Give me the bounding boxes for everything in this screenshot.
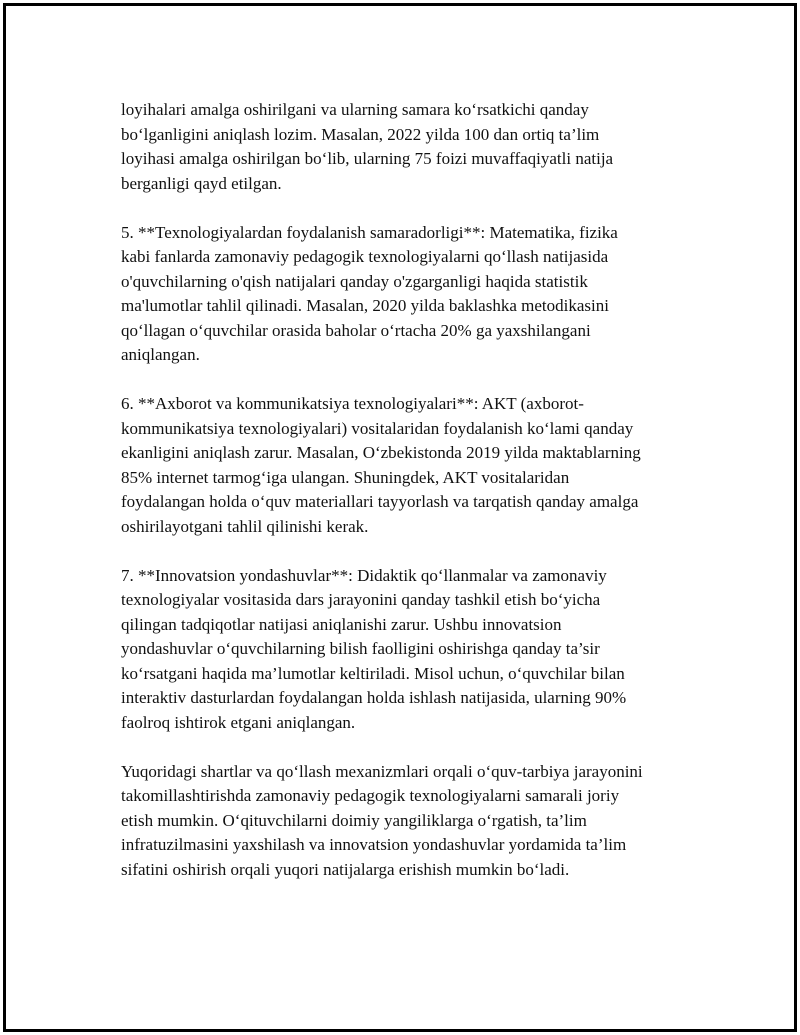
text-line: qilingan tadqiqotlar natijasi aniqlanishi zarur. Ushbu innovatsion bbox=[121, 614, 562, 634]
text-line: Yuqoridagi shartlar va qo‘llash mexanizmlari orqali o‘quv-tarbiya jarayonini bbox=[121, 761, 643, 781]
text-line: loyihalari amalga oshirilgani va ularning samara ko‘rsatkichi qanday bbox=[121, 100, 589, 119]
text-line: sifatini oshirish orqali yuqori natijalarga erishish mumkin bo‘ladi. bbox=[121, 859, 570, 879]
paragraph-item-7 bbox=[121, 564, 701, 736]
text-line: etish mumkin. O‘qituvchilarni doimiy yangiliklarga o‘rgatish, ta’lim bbox=[121, 810, 587, 830]
text-line: 5. **Texnologiyalardan foydalanish samaradorligi**: Matematika, fizika bbox=[121, 222, 618, 242]
text-line: aniqlangan. bbox=[121, 345, 200, 364]
text-line: infratuzilmasini yaxshilash va innovatsion yondashuvlar yordamida ta’lim bbox=[121, 835, 627, 854]
text-line: qo‘llagan o‘quvchilar orasida baholar o‘rtacha 20% ga yaxshilangani bbox=[121, 320, 591, 340]
text-line: kommunikatsiya texnologiyalari) vositalaridan foydalanish ko‘lami qanday bbox=[121, 418, 634, 438]
document-body bbox=[121, 98, 701, 907]
paragraph-conclusion bbox=[121, 760, 701, 883]
text-line: o'quvchilarning o'qish natijalari qanday o'zgarganligi haqida statistik bbox=[121, 271, 588, 291]
paragraph-item-6 bbox=[121, 392, 701, 539]
text-line: takomillashtirishda zamonaviy pedagogik texnologiyalarni samarali joriy bbox=[121, 786, 620, 805]
text-line: oshirilayotgani tahlil qilinishi kerak. bbox=[121, 516, 369, 536]
text-line: faolroq ishtirok etgani aniqlangan. bbox=[121, 712, 356, 732]
text-line: kabi fanlarda zamonaviy pedagogik texnologiyalarni qo‘llash natijasida bbox=[121, 247, 609, 266]
text-line: foydalangan holda o‘quv materiallari tayyorlash va tarqatish qanday amalga bbox=[121, 492, 639, 511]
text-line: 6. **Axborot va kommunikatsiya texnologiyalari**: AKT (axborot- bbox=[121, 394, 584, 413]
text-line: yondashuvlar o‘quvchilarning bilish faolligini oshirishga qanday ta’sir bbox=[121, 639, 600, 658]
text-line: ko‘rsatgani haqida ma’lumotlar keltiriladi. Misol uchun, o‘quvchilar bilan bbox=[121, 663, 625, 683]
paragraph-item-5 bbox=[121, 221, 701, 368]
text-line: bo‘lganligini aniqlash lozim. Masalan, 2022 yilda 100 dan ortiq ta’lim bbox=[121, 124, 600, 144]
text-line: ekanligini aniqlash zarur. Masalan, O‘zbekistonda 2019 yilda maktablarning bbox=[121, 443, 641, 462]
text-line: 7. **Innovatsion yondashuvlar**: Didaktik qo‘llanmalar va zamonaviy bbox=[121, 565, 607, 585]
page-frame bbox=[3, 3, 797, 1032]
paragraph-intro-continuation bbox=[121, 98, 701, 196]
text-line: loyihasi amalga oshirilgan bo‘lib, ularning 75 foizi muvaffaqiyatli natija bbox=[121, 149, 614, 168]
text-line: 85% internet tarmog‘iga ulangan. Shuningdek, AKT vositalaridan bbox=[121, 467, 570, 487]
text-line: texnologiyalar vositasida dars jarayonini qanday tashkil etish bo‘yicha bbox=[121, 590, 601, 609]
text-line: ma'lumotlar tahlil qilinadi. Masalan, 2020 yilda baklashka metodikasini bbox=[121, 296, 609, 315]
text-line: interaktiv dasturlardan foydalangan holda ishlash natijasida, ularning 90% bbox=[121, 688, 627, 707]
text-line: berganligi qayd etilgan. bbox=[121, 173, 282, 193]
